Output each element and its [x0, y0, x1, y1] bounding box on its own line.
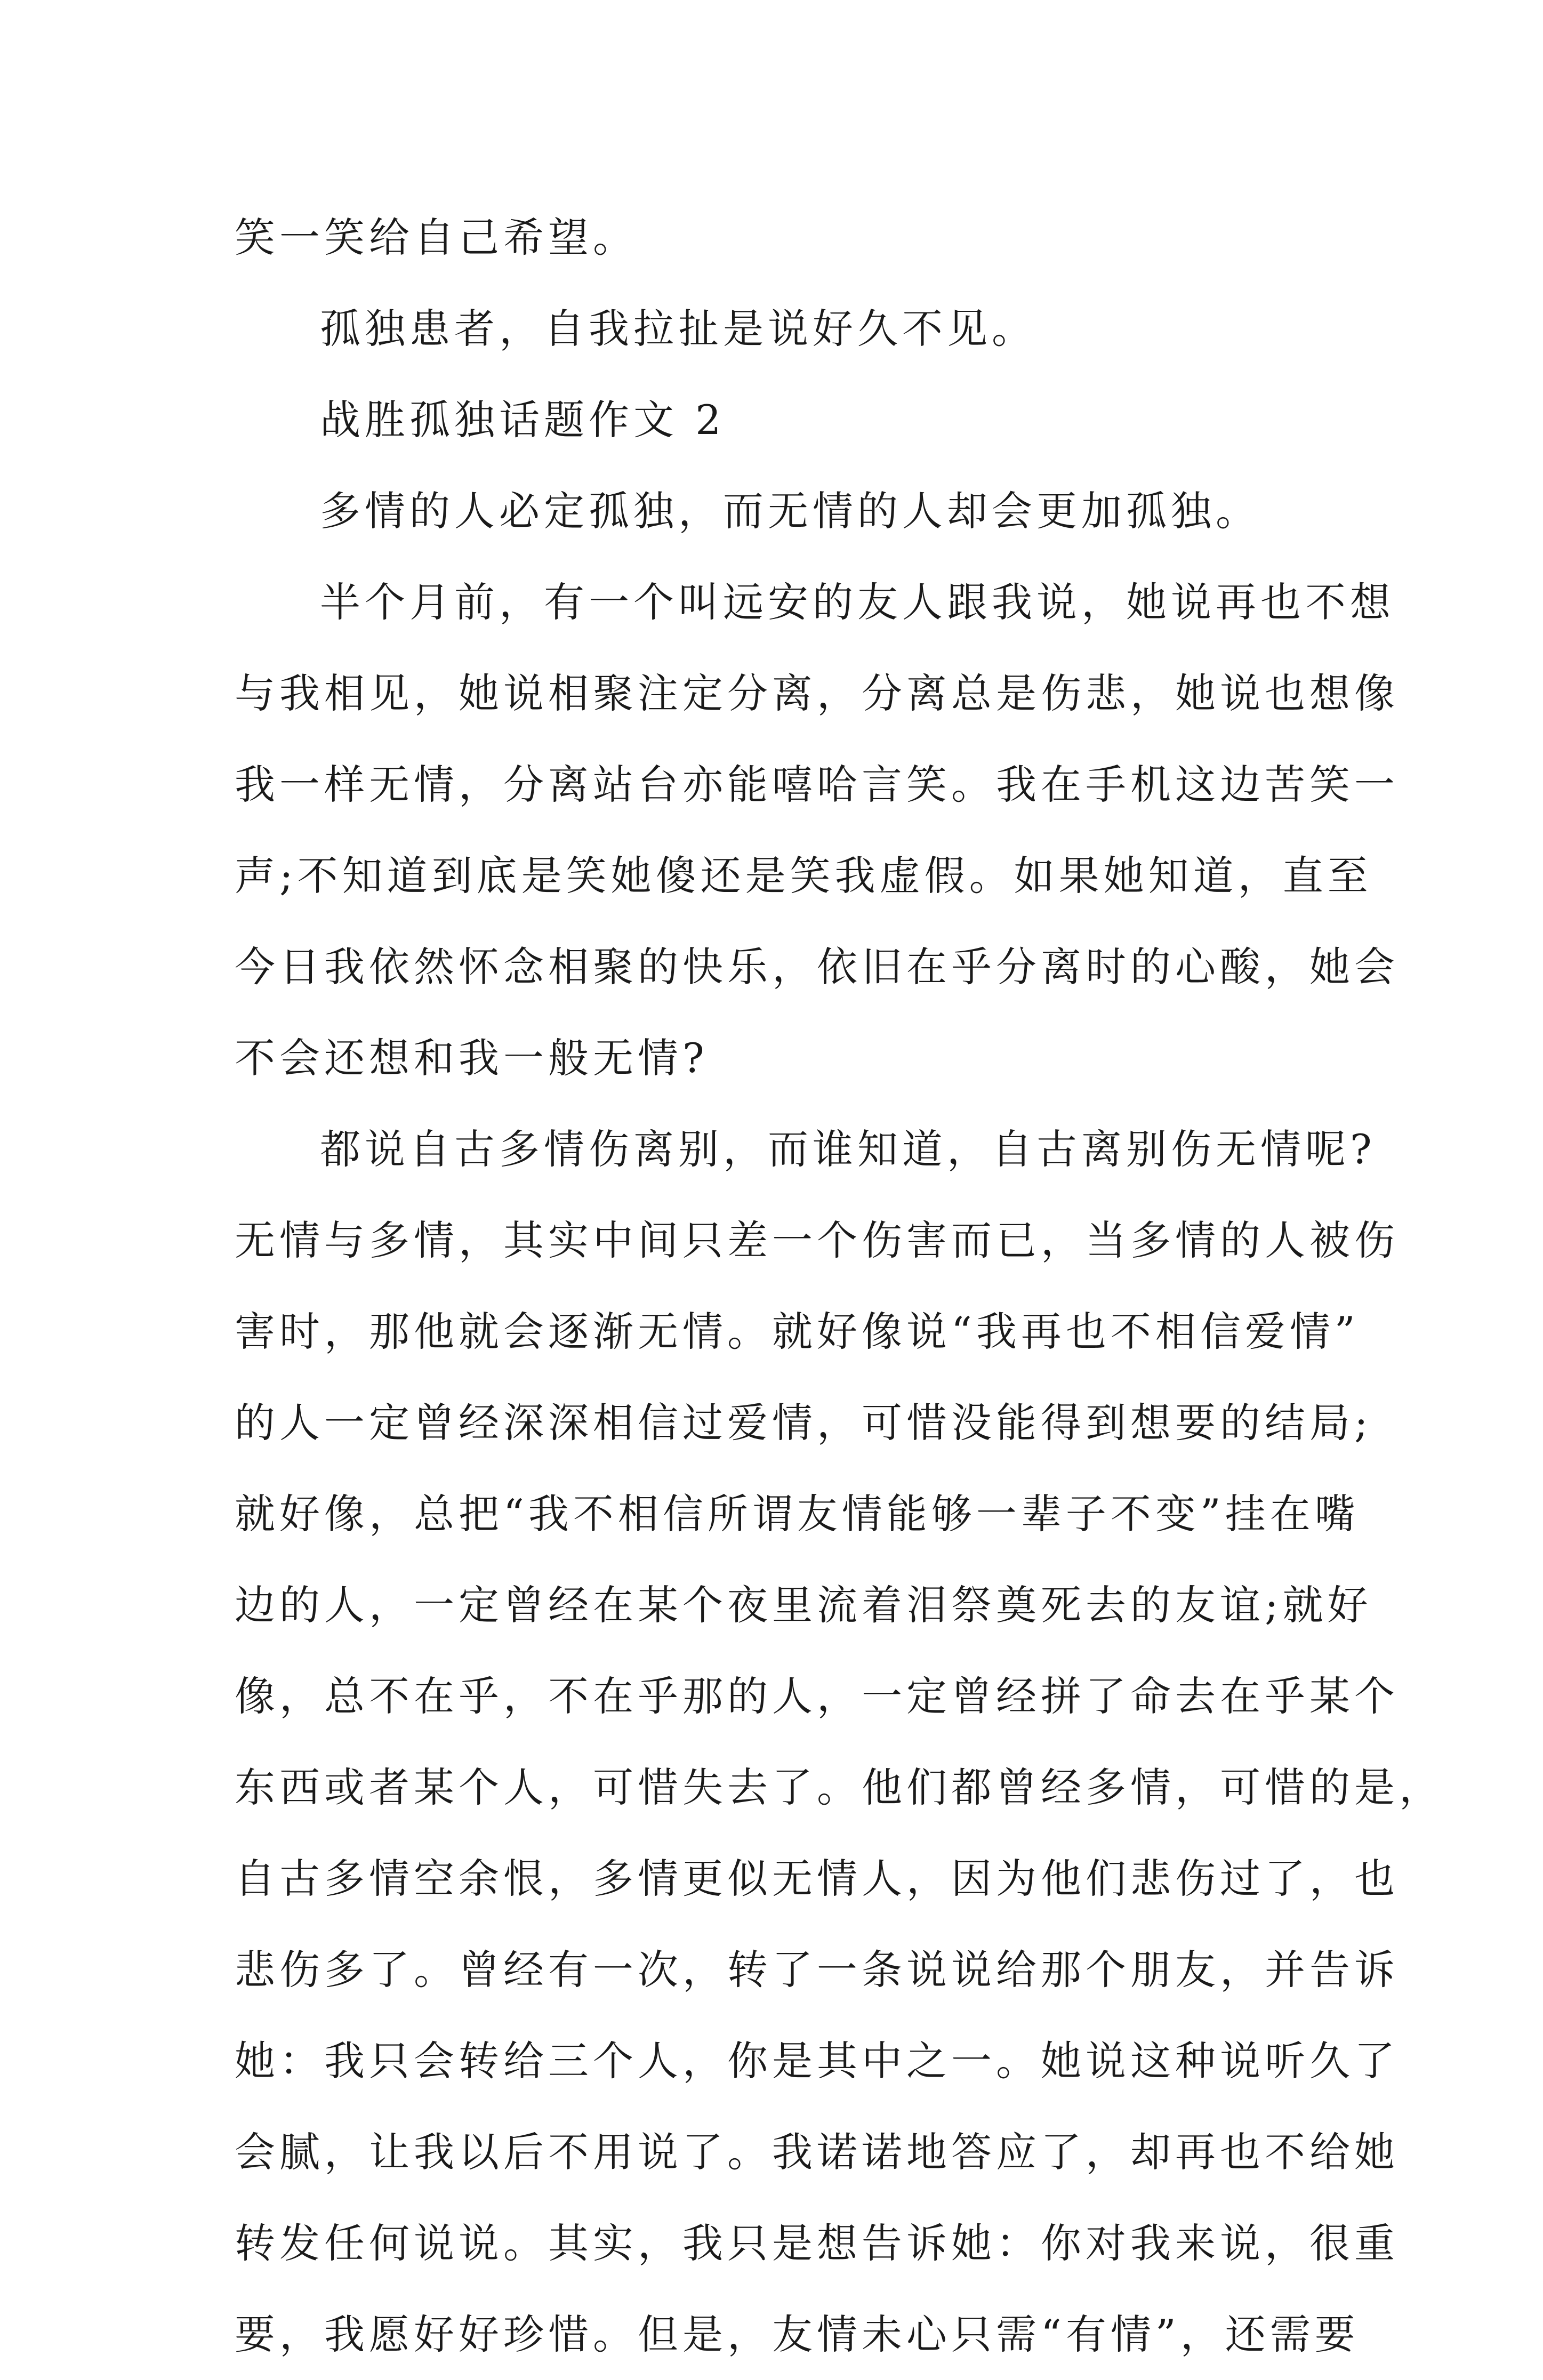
text-line: 与我相见，她说相聚注定分离，分离总是伤悲，她说也想像 [235, 670, 1399, 717]
text-line: 转发任何说说。其实，我只是想告诉她：你对我来说，很重 [235, 2220, 1399, 2267]
text-line: 会腻，让我以后不用说了。我诺诺地答应了，却再也不给她 [235, 2128, 1399, 2176]
text-line: 的人一定曾经深深相信过爱情，可惜没能得到想要的结局; [235, 1399, 1372, 1446]
text-line: 不会还想和我一般无情? [235, 1034, 709, 1082]
text-line: 悲伤多了。曾经有一次，转了一条说说给那个朋友，并告诉 [235, 1946, 1399, 1993]
text-line: 东西或者某个人，可惜失去了。他们都曾经多情，可惜的是， [235, 1764, 1444, 1811]
text-line: 孤独患者，自我拉扯是说好久不见。 [320, 305, 1036, 352]
text-line: 自古多情空余恨，多情更似无情人，因为他们悲伤过了，也 [235, 1855, 1399, 1902]
text-line: 她：我只会转给三个人，你是其中之一。她说这种说听久了 [235, 2037, 1399, 2085]
text-line: 要，我愿好好珍惜。但是，友情未心只需“有情”，还需要 [235, 2311, 1360, 2358]
text-line: 声;不知道到底是笑她傻还是笑我虚假。如果她知道，直至 [235, 852, 1372, 899]
text-line: 都说自古多情伤离别，而谁知道，自古离别伤无情呢? [320, 1125, 1376, 1173]
text-line: 多情的人必定孤独，而无情的人却会更加孤独。 [320, 487, 1260, 535]
text-line: 无情与多情，其实中间只差一个伤害而已，当多情的人被伤 [235, 1217, 1399, 1264]
text-line: 边的人，一定曾经在某个夜里流着泪祭奠死去的友谊;就好 [235, 1581, 1372, 1629]
text-line: 害时，那他就会逐渐无情。就好像说“我再也不相信爱情” [235, 1308, 1360, 1355]
text-line: 我一样无情，分离站台亦能嘻哈言笑。我在手机这边苦笑一 [235, 761, 1399, 808]
text-line: 战胜孤独话题作文 2 [320, 396, 726, 444]
text-line: 今日我依然怀念相聚的快乐，依旧在乎分离时的心酸，她会 [235, 943, 1399, 991]
text-line: 半个月前，有一个叫远安的友人跟我说，她说再也不想 [320, 578, 1395, 626]
document-body [235, 192, 1444, 2380]
text-line: 像，总不在乎，不在乎那的人，一定曾经拼了命去在乎某个 [235, 1673, 1399, 1720]
text-line: 就好像，总把“我不相信所谓友情能够一辈子不变”挂在嘴 [235, 1490, 1360, 1538]
text-line: 笑一笑给自己希望。 [235, 214, 638, 261]
